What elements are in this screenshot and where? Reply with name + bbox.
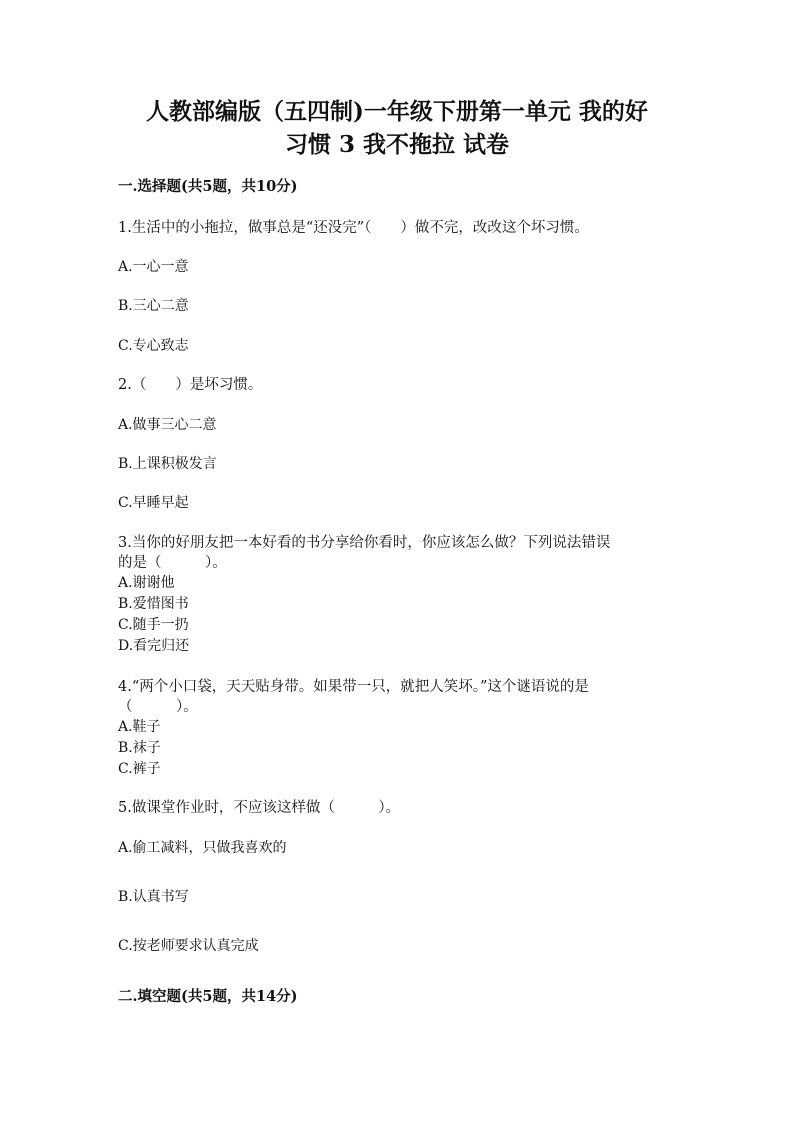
question-3-option-a: A.谢谢他 (118, 575, 175, 591)
question-5-option-a: A.偷工减料，只做我喜欢的 (118, 840, 287, 856)
question-5-option-b: B.认真书写 (118, 889, 189, 905)
question-2-option-b: B.上课积极发言 (118, 456, 217, 472)
question-3-option-d: D.看完归还 (118, 638, 190, 654)
page-title-line-2: 习惯 3 我不拖拉 试卷 (284, 131, 510, 158)
section-heading-fill-blank: 二.填空题(共5题，共14分) (118, 988, 298, 1005)
question-2-stem: 2.（ ）是坏习惯。 (118, 377, 263, 393)
question-4-option-c: C.裤子 (118, 761, 161, 777)
question-4-option-b: B.袜子 (118, 740, 161, 756)
page-title-line-1: 人教部编版（五四制)一年级下册第一单元 我的好 (146, 98, 648, 125)
question-1-option-a: A.一心一意 (118, 259, 189, 275)
question-2-option-c: C.早睡早起 (118, 495, 189, 511)
question-2-option-a: A.做事三心二意 (118, 417, 217, 433)
question-3-option-b: B.爱惜图书 (118, 596, 189, 612)
section-heading-choice: 一.选择题(共5题，共10分) (118, 178, 298, 195)
question-4-option-a: A.鞋子 (118, 719, 161, 735)
question-4-stem-line-1: 4.“两个小口袋，天天贴身带。如果带一只，就把人笑坏。”这个谜语说的是 (118, 679, 589, 695)
question-4-stem-line-2: （ ）。 (118, 699, 198, 715)
question-3-stem-line-2: 的是（ ）。 (118, 555, 227, 571)
question-1-option-b: B.三心二意 (118, 298, 189, 314)
question-1-option-c: C.专心致志 (118, 338, 189, 354)
question-5-option-c: C.按老师要求认真完成 (118, 938, 259, 954)
question-3-stem-line-1: 3.当你的好朋友把一本好看的书分享给你看时，你应该怎么做？下列说法错误 (118, 535, 611, 551)
question-3-option-c: C.随手一扔 (118, 617, 189, 633)
question-5-stem: 5.做课堂作业时，不应该这样做（ ）。 (118, 800, 401, 816)
question-1-stem: 1.生活中的小拖拉，做事总是“还没完”（ ）做不完，改改这个坏习惯。 (118, 220, 589, 236)
